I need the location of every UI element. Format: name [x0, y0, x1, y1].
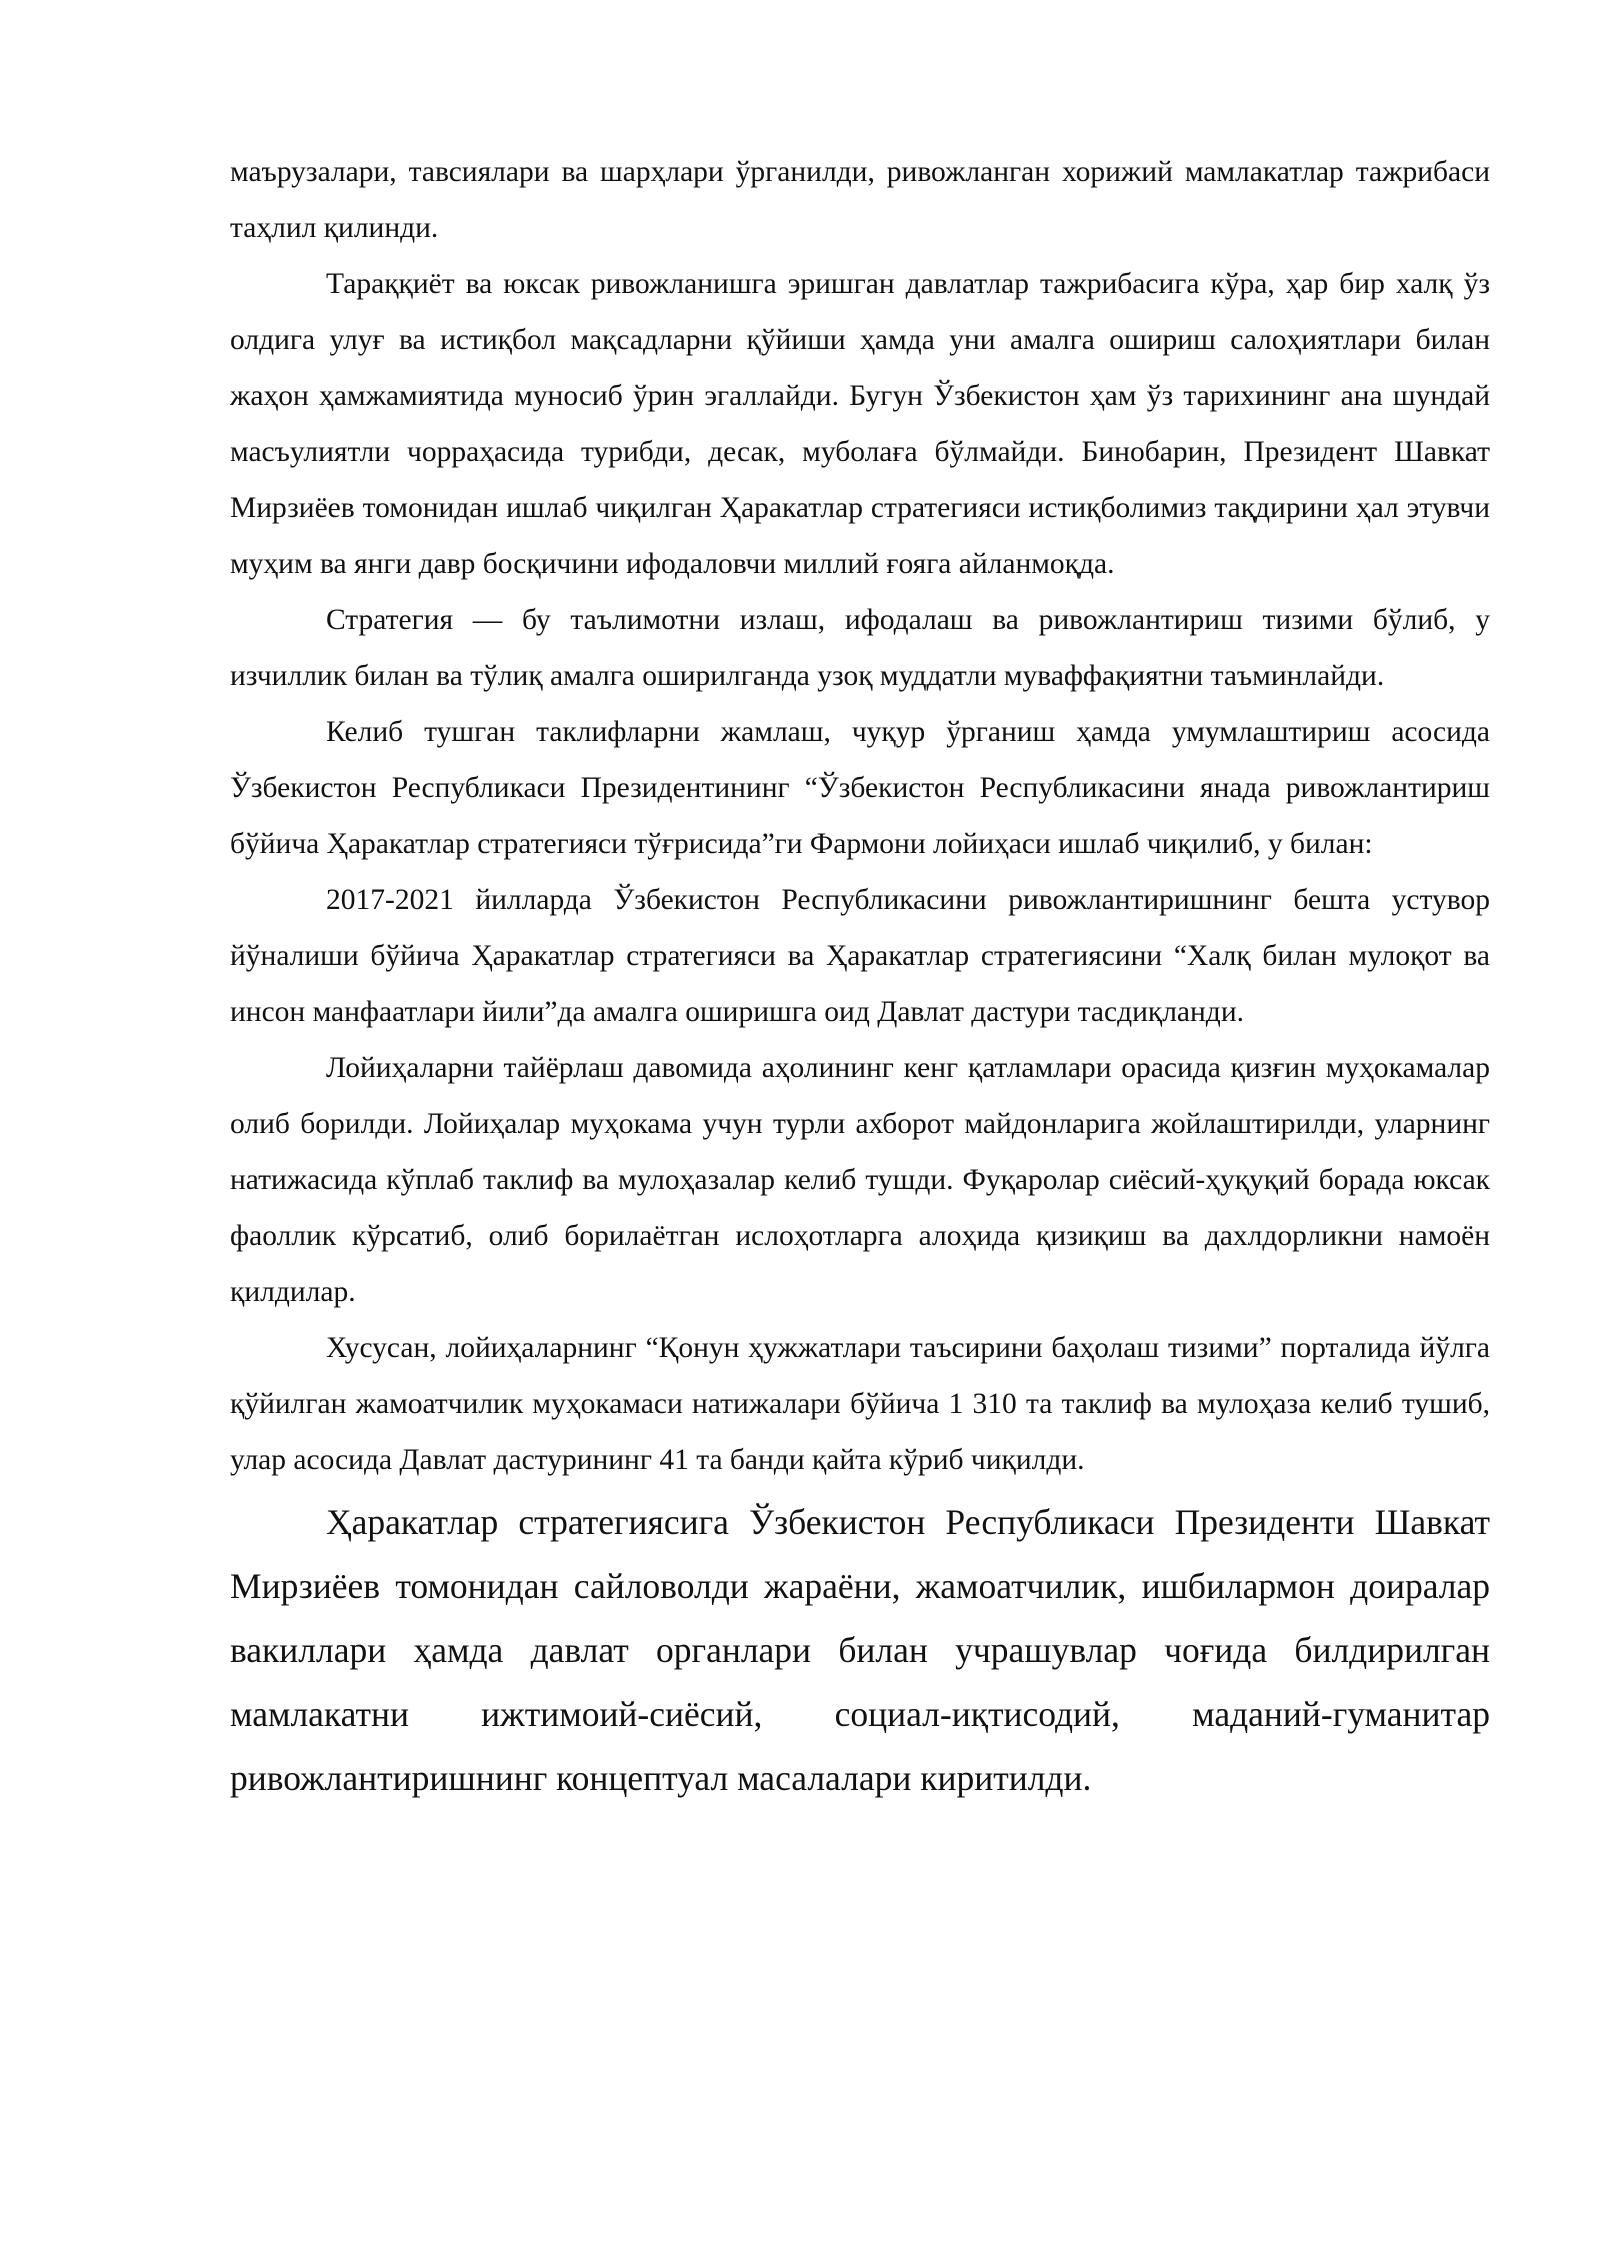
paragraph-state-program: 2017-2021 йилларда Ўзбекистон Республикасини ривожлантиришнинг бешта устувор йўналиши бўйича Ҳаракатлар стратегияси ва Ҳаракатлар стратегиясини “Халқ билан мулоқот ва инсон манфаатлари йили”да амалга оширишга оид Давлат дастури тасдиқланди.	[230, 884, 1490, 1028]
paragraph-proposals-summary: Келиб тушган таклифларни жамлаш, чуқур ўрганиш ҳамда умумлаштириш асосида Ўзбекистон Республикаси Президентининг “Ўзбекистон Республикасини янада ривожлантириш бўйича Ҳаракатлар стратегияси тўғрисида”ги Фармони лойиҳаси ишлаб чиқилиб, у билан:	[230, 716, 1490, 860]
paragraph-strategy-definition: Стратегия — бу таълимотни излаш, ифодалаш ва ривожлантириш тизими бўлиб, у изчиллик билан ва тўлиқ амалга оширилганда узоқ муддатли муваффақиятни таъминлайди.	[230, 604, 1490, 692]
paragraph-conceptual-issues: Ҳаракатлар стратегиясига Ўзбекистон Республикаси Президенти Шавкат Мирзиёев томонидан сайловолди жараёни, жамоатчилик, ишбилармон доиралар вакиллари ҳамда давлат органлари билан учрашувлар чоғида билдирилган мамлакатни ижтимоий-сиёсий, социал-иқтисодий, маданий-гуманитар ривожлантиришнинг концептуал масалалари киритилди.	[230, 1502, 1490, 1798]
paragraph-portal-results: Хусусан, лойиҳаларнинг “Қонун ҳужжатлари таъсирини баҳолаш тизими” порталида йўлга қўйилган жамоатчилик муҳокамаси натижалари бўйича 1 310 та таклиф ва мулоҳаза келиб тушиб, улар асосида Давлат дастурининг 41 та банди қайта кўриб чиқилди.	[230, 1332, 1490, 1476]
paragraph-development-experience: Тараққиёт ва юксак ривожланишга эришган давлатлар тажрибасига кўра, ҳар бир халқ ўз олдига улуғ ва истиқбол мақсадларни қўйиши ҳамда уни амалга ошириш салоҳиятлари билан жаҳон ҳамжамиятида муносиб ўрин эгаллайди. Бугун Ўзбекистон ҳам ўз тарихининг ана шундай масъулиятли чорраҳасида турибди, десак, муболаға бўлмайди. Бинобарин, Президент Шавкат Мирзиёев томонидан ишлаб чиқилган Ҳаракатлар стратегияси истиқболимиз тақдирини ҳал этувчи муҳим ва янги давр босқичини ифодаловчи миллий ғояга айланмоқда.	[230, 268, 1490, 580]
document-body	[230, 144, 1490, 1810]
paragraph-public-discussion: Лойиҳаларни тайёрлаш давомида аҳолининг кенг қатламлари орасида қизғин муҳокамалар олиб борилди. Лойиҳалар муҳокама учун турли ахборот майдонларига жойлаштирилди, уларнинг натижасида кўплаб таклиф ва мулоҳазалар келиб тушди. Фуқаролар сиёсий-ҳуқуқий борада юксак фаоллик кўрсатиб, олиб борилаётган ислоҳотларга алоҳида қизиқиш ва дахлдорликни намоён қилдилар.	[230, 1052, 1490, 1308]
paragraph-continuation: маърузалари, тавсиялари ва шарҳлари ўрганилди, ривожланган хорижий мамлакатлар тажрибаси таҳлил қилинди.	[230, 156, 1490, 244]
